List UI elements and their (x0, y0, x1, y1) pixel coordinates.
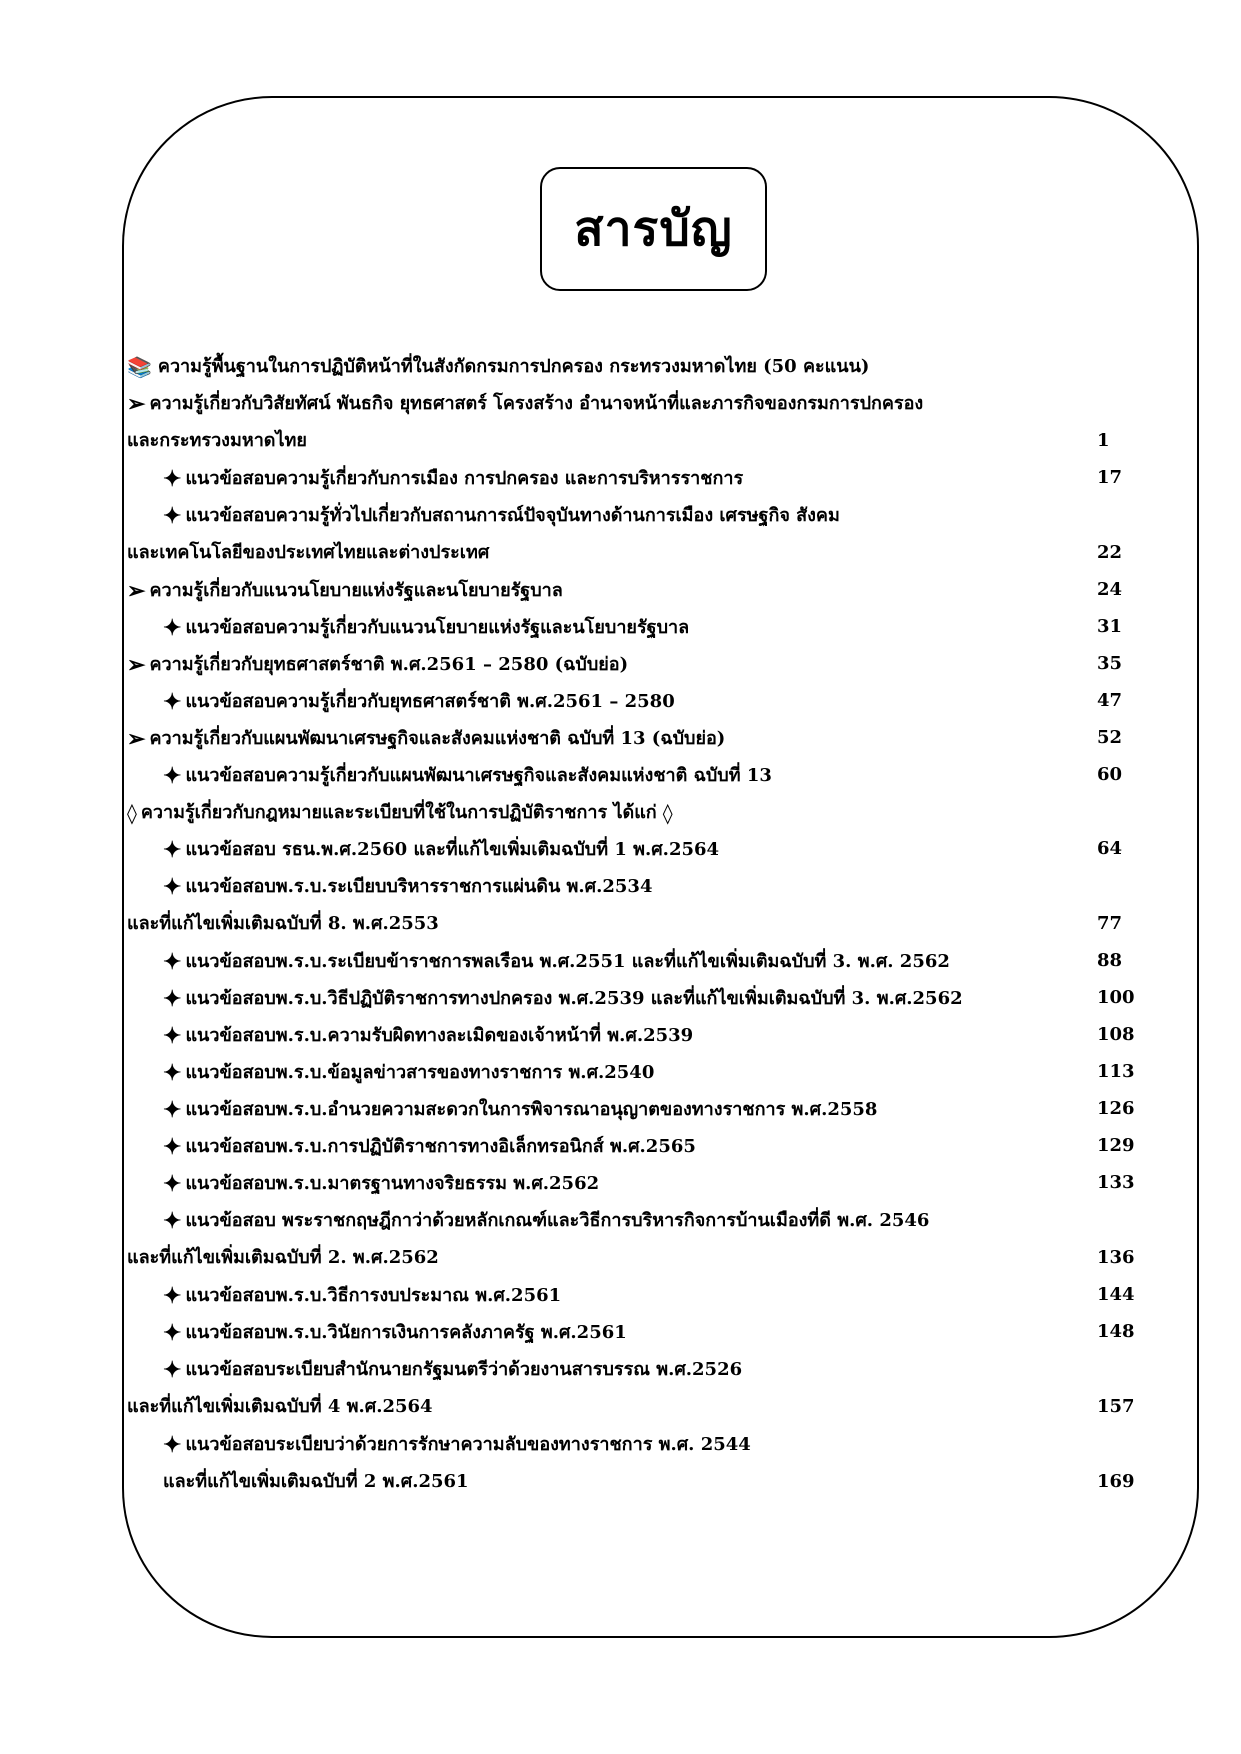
toc-entry-line (127, 720, 1157, 757)
toc-entry (127, 1054, 1157, 1091)
toc-entry-line (127, 683, 1157, 720)
four-point-star-icon: ✦ (163, 502, 182, 529)
toc-entry-continuation (127, 1463, 1157, 1501)
toc-page-number: 126 (1097, 1098, 1135, 1119)
toc-entry-text: ความรู้พื้นฐานในการปฏิบัติหน้าที่ในสังกัดกรมการปกครอง กระทรวงมหาดไทย (50 คะแนน) (157, 355, 870, 377)
toc-page-number: 31 (1097, 616, 1123, 637)
toc-entry-text: แนวข้อสอบพ.ร.บ.อำนวยความสะดวกในการพิจารณาอนุญาตของทางราชการ พ.ศ.2558 (185, 1098, 878, 1120)
toc-entry-continuation (127, 1388, 1157, 1426)
toc-page-number: 148 (1097, 1321, 1135, 1342)
toc-entry-text: แนวข้อสอบความรู้เกี่ยวกับยุทธศาสตร์ชาติ พ.ศ.2561 – 2580 (185, 690, 675, 712)
toc-page-number: 88 (1097, 950, 1123, 971)
toc-entry-continuation (127, 422, 1157, 460)
toc-entry-text: ความรู้เกี่ยวกับแผนพัฒนาเศรษฐกิจและสังคมแห่งชาติ ฉบับที่ 13 (ฉบับย่อ) (149, 727, 726, 749)
toc-entry-continuation (127, 1239, 1157, 1277)
toc-entry-text: และที่แก้ไขเพิ่มเติมฉบับที่ 2 พ.ศ.2561 (163, 1471, 469, 1492)
toc-entry (127, 385, 1157, 460)
toc-page-number: 60 (1097, 764, 1123, 785)
toc-page-number: 35 (1097, 653, 1123, 674)
four-point-star-icon: ✦ (163, 1356, 182, 1383)
toc-entry (127, 720, 1157, 757)
page-title: สารบัญ (574, 201, 733, 257)
toc-entry-line (127, 1017, 1157, 1054)
toc-entry-line (127, 757, 1157, 794)
four-point-star-icon: ✦ (163, 1133, 182, 1160)
toc-entry-line (127, 831, 1157, 868)
toc-entry-text: แนวข้อสอบ รธน.พ.ศ.2560 และที่แก้ไขเพิ่มเติมฉบับที่ 1 พ.ศ.2564 (185, 838, 720, 860)
four-point-star-icon: ✦ (163, 836, 182, 863)
toc-entry (127, 980, 1157, 1017)
toc-entry (127, 1314, 1157, 1351)
four-point-star-icon: ✦ (163, 1170, 182, 1197)
toc-entry-text: แนวข้อสอบ พระราชกฤษฎีกาว่าด้วยหลักเกณฑ์และวิธีการบริหารกิจการบ้านเมืองที่ดี พ.ศ. 2546 (185, 1209, 930, 1231)
toc-page-number: 24 (1097, 579, 1123, 600)
toc-entry-line (127, 1351, 1157, 1388)
toc-entry-line (127, 1054, 1157, 1091)
four-point-star-icon: ✦ (163, 985, 182, 1012)
diamond-outline-icon: ◊ (662, 800, 673, 825)
toc-entry-line (127, 348, 1157, 385)
toc-page-number: 144 (1097, 1284, 1135, 1305)
arrowhead-icon: ➢ (127, 651, 146, 678)
toc-page-number: 100 (1097, 987, 1135, 1008)
four-point-star-icon: ✦ (163, 1096, 182, 1123)
toc-entry-text: ความรู้เกี่ยวกับวิสัยทัศน์ พันธกิจ ยุทธศาสตร์ โครงสร้าง อำนาจหน้าที่และภารกิจของกรมการปกครอง (149, 392, 924, 414)
toc-entry-text: แนวข้อสอบพ.ร.บ.ระเบียบบริหารราชการแผ่นดิน พ.ศ.2534 (185, 875, 653, 897)
four-point-star-icon: ✦ (163, 762, 182, 789)
toc-page-number: 47 (1097, 690, 1123, 711)
toc-entry-line (127, 609, 1157, 646)
toc-page-number: 1 (1097, 430, 1110, 451)
toc-entry-text: แนวข้อสอบพ.ร.บ.มาตรฐานทางจริยธรรม พ.ศ.2562 (185, 1172, 600, 1194)
toc-entry (127, 943, 1157, 980)
four-point-star-icon: ✦ (163, 1282, 182, 1309)
four-point-star-icon: ✦ (163, 948, 182, 975)
toc-entry-line (127, 794, 1157, 831)
toc-page-number: 17 (1097, 467, 1123, 488)
toc-entry (127, 757, 1157, 794)
toc-entry-text: แนวข้อสอบพ.ร.บ.วิธีการงบประมาณ พ.ศ.2561 (185, 1284, 562, 1306)
toc-entry-continuation (127, 534, 1157, 572)
toc-entry-text: แนวข้อสอบความรู้ทั่วไปเกี่ยวกับสถานการณ์ปัจจุบันทางด้านการเมือง เศรษฐกิจ สังคม (185, 504, 840, 526)
toc-entry (127, 868, 1157, 943)
four-point-star-icon: ✦ (163, 1059, 182, 1086)
toc-entry (127, 1426, 1157, 1501)
toc-entry-line (127, 1277, 1157, 1314)
toc-entry (127, 609, 1157, 646)
toc-entry (127, 497, 1157, 572)
four-point-star-icon: ✦ (163, 1319, 182, 1346)
four-point-star-icon: ✦ (163, 873, 182, 900)
toc-entry-text: แนวข้อสอบพ.ร.บ.วิธีปฏิบัติราชการทางปกครอง พ.ศ.2539 และที่แก้ไขเพิ่มเติมฉบับที่ 3. พ.ศ.2562 (185, 987, 963, 1009)
toc-entry (127, 1351, 1157, 1426)
toc-entry-text: และกระทรวงมหาดไทย (127, 430, 307, 451)
toc-entry-text: แนวข้อสอบพ.ร.บ.วินัยการเงินการคลังภาครัฐ พ.ศ.2561 (185, 1321, 627, 1343)
toc-entry-line (127, 385, 1157, 422)
toc-page-number: 169 (1097, 1471, 1135, 1492)
four-point-star-icon: ✦ (163, 614, 182, 641)
diamond-outline-icon: ◊ (127, 800, 137, 825)
toc-page-number: 133 (1097, 1172, 1135, 1193)
arrowhead-icon: ➢ (127, 390, 146, 417)
toc-entry (127, 646, 1157, 683)
toc-entry (127, 831, 1157, 868)
table-of-contents (127, 348, 1157, 1501)
toc-entry-line (127, 1426, 1157, 1463)
toc-entry-line (127, 1165, 1157, 1202)
toc-entry (127, 683, 1157, 720)
toc-entry-line (127, 1314, 1157, 1351)
toc-entry-line (127, 1202, 1157, 1239)
four-point-star-icon: ✦ (163, 1207, 182, 1234)
toc-entry-text: แนวข้อสอบความรู้เกี่ยวกับแนวนโยบายแห่งรัฐและนโยบายรัฐบาล (185, 616, 690, 638)
toc-entry-text: และที่แก้ไขเพิ่มเติมฉบับที่ 2. พ.ศ.2562 (127, 1247, 439, 1268)
toc-entry (127, 348, 1157, 385)
four-point-star-icon: ✦ (163, 1431, 182, 1458)
toc-entry-text: ความรู้เกี่ยวกับยุทธศาสตร์ชาติ พ.ศ.2561 – 2580 (ฉบับย่อ) (149, 653, 629, 675)
toc-page-number: 52 (1097, 727, 1123, 748)
arrowhead-icon: ➢ (127, 577, 146, 604)
toc-page-number: 64 (1097, 838, 1123, 859)
toc-page-number: 113 (1097, 1061, 1135, 1082)
toc-page-number: 129 (1097, 1135, 1135, 1156)
toc-page-number: 22 (1097, 542, 1123, 563)
toc-entry (127, 460, 1157, 497)
toc-entry (127, 1165, 1157, 1202)
toc-page-number: 108 (1097, 1024, 1135, 1045)
toc-entry-line (127, 943, 1157, 980)
toc-entry (127, 1017, 1157, 1054)
toc-page-number: 77 (1097, 913, 1123, 934)
toc-entry-line (127, 1091, 1157, 1128)
toc-entry-line (127, 980, 1157, 1017)
toc-page-number: 136 (1097, 1247, 1135, 1268)
toc-entry (127, 794, 1157, 831)
toc-entry-line (127, 460, 1157, 497)
book-icon: 📚 (127, 354, 152, 379)
toc-entry-text: แนวข้อสอบระเบียบว่าด้วยการรักษาความลับของทางราชการ พ.ศ. 2544 (185, 1433, 751, 1455)
toc-page-number: 157 (1097, 1396, 1135, 1417)
toc-entry-text: แนวข้อสอบความรู้เกี่ยวกับแผนพัฒนาเศรษฐกิจและสังคมแห่งชาติ ฉบับที่ 13 (185, 764, 772, 786)
toc-entry-line (127, 497, 1157, 534)
toc-entry-text: แนวข้อสอบพ.ร.บ.ข้อมูลข่าวสารของทางราชการ พ.ศ.2540 (185, 1061, 655, 1083)
toc-entry-text: แนวข้อสอบพ.ร.บ.การปฏิบัติราชการทางอิเล็กทรอนิกส์ พ.ศ.2565 (185, 1135, 696, 1157)
toc-entry (127, 1277, 1157, 1314)
toc-entry-text: แนวข้อสอบความรู้เกี่ยวกับการเมือง การปกครอง และการบริหารราชการ (185, 467, 744, 489)
toc-entry-text: แนวข้อสอบระเบียบสำนักนายกรัฐมนตรีว่าด้วยงานสารบรรณ พ.ศ.2526 (185, 1358, 743, 1380)
toc-entry-line (127, 1128, 1157, 1165)
title-box (540, 167, 767, 291)
toc-entry-line (127, 868, 1157, 905)
toc-entry (127, 1128, 1157, 1165)
toc-entry-text: ความรู้เกี่ยวกับแนวนโยบายแห่งรัฐและนโยบายรัฐบาล (149, 579, 563, 601)
toc-entry-text: แนวข้อสอบพ.ร.บ.ระเบียบข้าราชการพลเรือน พ.ศ.2551 และที่แก้ไขเพิ่มเติมฉบับที่ 3. พ.ศ. 2562 (185, 950, 950, 972)
toc-entry (127, 1202, 1157, 1277)
toc-entry-text: และที่แก้ไขเพิ่มเติมฉบับที่ 4 พ.ศ.2564 (127, 1396, 433, 1417)
toc-entry-text: แนวข้อสอบพ.ร.บ.ความรับผิดทางละเมิดของเจ้าหน้าที่ พ.ศ.2539 (185, 1024, 694, 1046)
toc-entry-line (127, 572, 1157, 609)
toc-entry (127, 572, 1157, 609)
four-point-star-icon: ✦ (163, 465, 182, 492)
four-point-star-icon: ✦ (163, 688, 182, 715)
toc-entry-text: และที่แก้ไขเพิ่มเติมฉบับที่ 8. พ.ศ.2553 (127, 913, 439, 934)
toc-entry (127, 1091, 1157, 1128)
toc-entry-continuation (127, 905, 1157, 943)
four-point-star-icon: ✦ (163, 1022, 182, 1049)
toc-entry-text: และเทคโนโลยีของประเทศไทยและต่างประเทศ (127, 542, 490, 563)
toc-entry-text: ความรู้เกี่ยวกับกฎหมายและระเบียบที่ใช้ในการปฏิบัติราชการ ได้แก่ (140, 801, 657, 823)
arrowhead-icon: ➢ (127, 725, 146, 752)
toc-entry-line (127, 646, 1157, 683)
